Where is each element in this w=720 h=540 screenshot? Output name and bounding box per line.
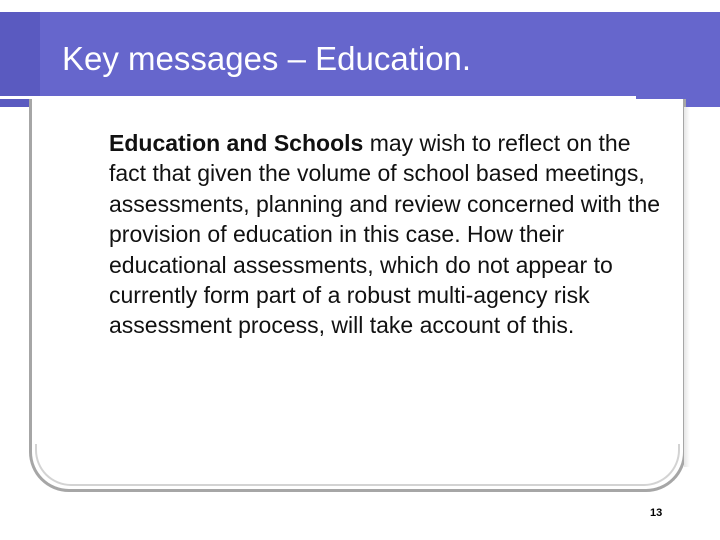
slide-title: Key messages – Education.: [62, 40, 472, 77]
frame-right-shadow: [684, 107, 690, 467]
page-number: 13: [650, 507, 663, 519]
body-rest: may wish to reflect on the fact that given the volume of school based meetings, assessments, planning and review concerned with the provision of education in this case. How their educational assessments, which do not appear to currently form part of a robust multi-agency risk assessment process, will take account of this.: [109, 130, 661, 339]
body-paragraph: [109, 128, 669, 341]
frame-inner-shadow: [35, 444, 680, 486]
header-notch: [0, 12, 40, 107]
body-lead: Education and Schools: [109, 130, 364, 156]
